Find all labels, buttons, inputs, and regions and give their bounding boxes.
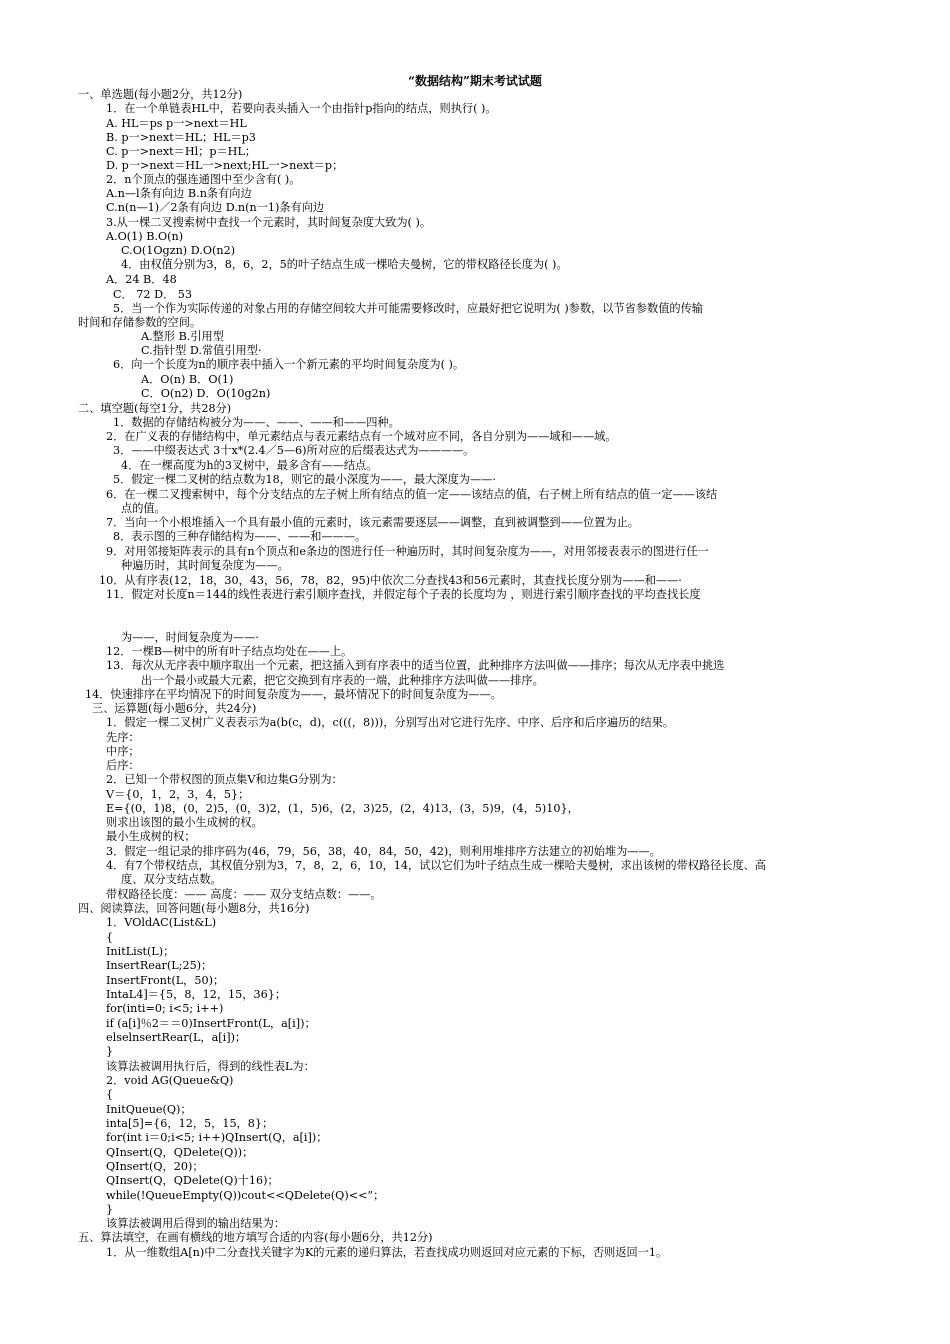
- text-line: A．O(n) B．O(1): [141, 373, 234, 386]
- text-line: C.指针型 D.常值引用型·: [141, 344, 262, 357]
- text-line: InsertFront(L，50)；: [106, 974, 225, 987]
- text-line: QInsert(Q，QDelete(Q)十16)；: [106, 1174, 279, 1187]
- text-line: 3．假定一组记录的排序码为(46，79，56，38，40，84，50，42)，则利用堆排序方法建立的初始堆为——。: [106, 845, 661, 858]
- text-line: {: [106, 931, 114, 944]
- text-line: 9．对用邻接矩阵表示的具有n个顶点和e条边的图进行任一种遍历时，其时间复杂度为——，对用邻接表表示的图进行任一: [106, 545, 709, 558]
- text-line: 则求出该图的最小生成树的权。: [106, 816, 263, 829]
- text-line: 6．在一棵二叉搜索树中，每个分支结点的左子树上所有结点的值一定——该结点的值，右子树上所有结点的值一定——该结: [106, 488, 718, 501]
- text-line: 出一个最小或最大元素，把它交换到有序表的一端，此种排序方法叫做——排序。: [141, 674, 544, 687]
- text-line: elselnsertRear(L，a[i])；: [106, 1031, 247, 1044]
- text-line: {: [106, 1088, 114, 1101]
- text-line: C. p一>next＝Hl；p＝HL；: [106, 145, 257, 158]
- text-line: C.n(n—1)／2条有向边 D.n(n一1)条有向边: [106, 201, 325, 214]
- text-line: 5．假定一棵二叉树的结点数为18，则它的最小深度为——，最大深度为——·: [113, 473, 496, 486]
- text-line: 时间和存储参数的空间。: [78, 316, 202, 329]
- text-line: 8．表示图的三种存储结构为——、——和———。: [113, 530, 367, 543]
- text-line: 点的值。: [121, 502, 166, 515]
- text-line: E={(0，1)8，(0，2)5，(0，3)2，(1，5)6，(2，3)25，(2，4)13，(3，5)9，(4，5)10}，: [106, 802, 579, 815]
- text-line: 四、阅读算法，回答问题(每小题8分，共16分): [78, 902, 310, 915]
- text-line: 5．当一个作为实际传递的对象占用的存储空间较大并可能需要修改时，应最好把它说明为( )参数，以节省参数值的传输: [113, 302, 703, 315]
- text-line: 五、算法填空，在画有横线的地方填写合适的内容(每小题6分，共12分): [78, 1231, 433, 1244]
- text-line: 4．在一棵高度为h的3叉树中，最多含有——结点。: [121, 459, 378, 472]
- text-line: C．O(n2) D．O(10g2n): [141, 387, 271, 400]
- text-line: for(inti=0; i<5; i++): [106, 1002, 224, 1015]
- text-line: 1．VOldAC(List&L): [106, 916, 217, 929]
- text-line: 度、双分支结点数。: [121, 873, 222, 886]
- text-line: 12．一棵B—树中的所有叶子结点均处在——上。: [106, 645, 353, 658]
- text-line: for(int i＝0;i<5; i++)QInsert(Q，a[i])；: [106, 1131, 328, 1144]
- text-line: 1．从一维数组A[n)中二分查找关键字为K的元素的递归算法，若查找成功则返回对应元素的下标，否则返回一1。: [106, 1246, 668, 1259]
- text-line: 三、运算题(每小题6分，共24分): [92, 702, 257, 715]
- text-line: 二、填空题(每空1分，共28分): [78, 402, 232, 415]
- text-line: 1．数据的存储结构被分为——、——、——和——四种。: [113, 416, 400, 429]
- text-line: A.整形 B.引用型: [141, 330, 224, 343]
- text-line: 7．当向一个小根堆插入一个具有最小值的元素时，该元素需要逐层——调整，直到被调整到——位置为止。: [106, 516, 639, 529]
- text-line: C． 72 D． 53: [113, 288, 193, 301]
- text-line: C.O(1Ogzn) D.O(n2): [121, 244, 236, 257]
- text-line: 6．向一个长度为n的顺序表中插入一个新元素的平均时间复杂度为( )。: [113, 358, 465, 371]
- text-line: }: [106, 1045, 114, 1058]
- text-line: 1．假定一棵二叉树广义表表示为a(b(c，d)，c(((，8)))，分别写出对它进行先序、中序、后序和后序遍历的结果。: [106, 716, 675, 729]
- text-line: 为——，时间复杂度为——·: [121, 631, 259, 644]
- text-line: A.O(1) B.O(n): [106, 230, 184, 243]
- text-line: 14．快速排序在平均情况下的时间复杂度为——，最坏情况下的时间复杂度为——。: [85, 688, 502, 701]
- text-line: 该算法被调用执行后，得到的线性表L为：: [106, 1060, 315, 1073]
- text-line: 4．有7个带权结点，其权值分别为3，7，8，2，6，10，14，试以它们为叶子结点生成一棵哈夫曼树，求出该树的带权路径长度、高: [106, 859, 767, 872]
- text-line: inta[5]={6，12，5，15，8}；: [106, 1117, 274, 1130]
- text-line: }: [106, 1203, 114, 1216]
- text-line: B. p一>next＝HL；HL＝p3: [106, 131, 256, 144]
- text-line: InitQueue(Q)；: [106, 1103, 192, 1116]
- text-line: 先序：: [106, 731, 140, 744]
- text-line: while(!QueueEmpty(Q))cout<<QDelete(Q)<<”；: [106, 1189, 385, 1202]
- text-line: 2．已知一个带权图的顶点集V和边集G分别为：: [106, 773, 343, 786]
- text-line: V＝{0，1，2，3，4，5}；: [106, 788, 250, 801]
- text-line: 4．由权值分别为3，8，6，2，5的叶子结点生成一棵哈夫曼树，它的带权路径长度为( )。: [121, 258, 568, 271]
- text-line: 2．在广义表的存储结构中，单元素结点与表元素结点有一个域对应不同，各自分别为——域和——域。: [106, 430, 617, 443]
- text-line: A．24 B．48: [106, 273, 177, 286]
- page-title: “数据结构”期末考试试题: [408, 74, 542, 88]
- text-line: 3.从一棵二叉搜索树中查找一个元素时，其时间复杂度大致为( )。: [106, 216, 432, 229]
- text-line: 一、单选题(每小题2分，共12分): [78, 88, 243, 101]
- text-line: 后序：: [106, 759, 140, 772]
- text-line: InsertRear(L;25)；: [106, 959, 213, 972]
- text-line: IntaL4]＝{5，8，12，15，36}；: [106, 988, 287, 1001]
- text-line: 11．假定对长度n＝144的线性表进行索引顺序查找，并假定每个子表的长度均为 ，则进行索引顺序查找的平均查找长度: [106, 588, 701, 601]
- text-line: 该算法被调用后得到的输出结果为：: [106, 1217, 286, 1230]
- text-line: 1．在一个单链表HL中，若要向表头插入一个由指针p指向的结点，则执行( )。: [106, 102, 497, 115]
- text-line: 最小生成树的权；: [106, 830, 196, 843]
- text-line: 种遍历时，其时间复杂度为——。: [121, 559, 289, 572]
- text-line: QInsert(Q，QDelete(Q))；: [106, 1146, 254, 1159]
- text-line: QInsert(Q，20)；: [106, 1160, 204, 1173]
- text-line: A.n—l条有向边 B.n条有向边: [106, 187, 252, 200]
- text-line: InitList(L)；: [106, 945, 175, 958]
- text-line: 中序；: [106, 745, 140, 758]
- text-line: 13．每次从无序表中顺序取出一个元素，把这插入到有序表中的适当位置，此种排序方法叫做——排序；每次从无序表中挑选: [106, 659, 725, 672]
- text-line: if (a[i]％2＝＝0)InsertFront(L，a[i])；: [106, 1017, 316, 1030]
- text-line: 3．——中缀表达式 3十x*(2.4／5—6)所对应的后缀表达式为————。: [113, 444, 475, 457]
- text-line: 带权路径长度：—— 高度：—— 双分支结点数：——。: [106, 888, 382, 901]
- text-line: 10．从有序表(12，18，30，43，56，78，82，95)中依次二分查找43和56元素时，其查找长度分别为——和——·: [99, 574, 682, 587]
- text-line: D. p一>next＝HL一>next;HL一>next＝p；: [106, 159, 344, 172]
- text-line: 2．void AG(Queue&Q): [106, 1074, 234, 1087]
- text-line: 2．n个顶点的强连通图中至少含有( )。: [106, 173, 301, 186]
- text-line: A. HL＝ps p一>next＝HL: [106, 117, 247, 130]
